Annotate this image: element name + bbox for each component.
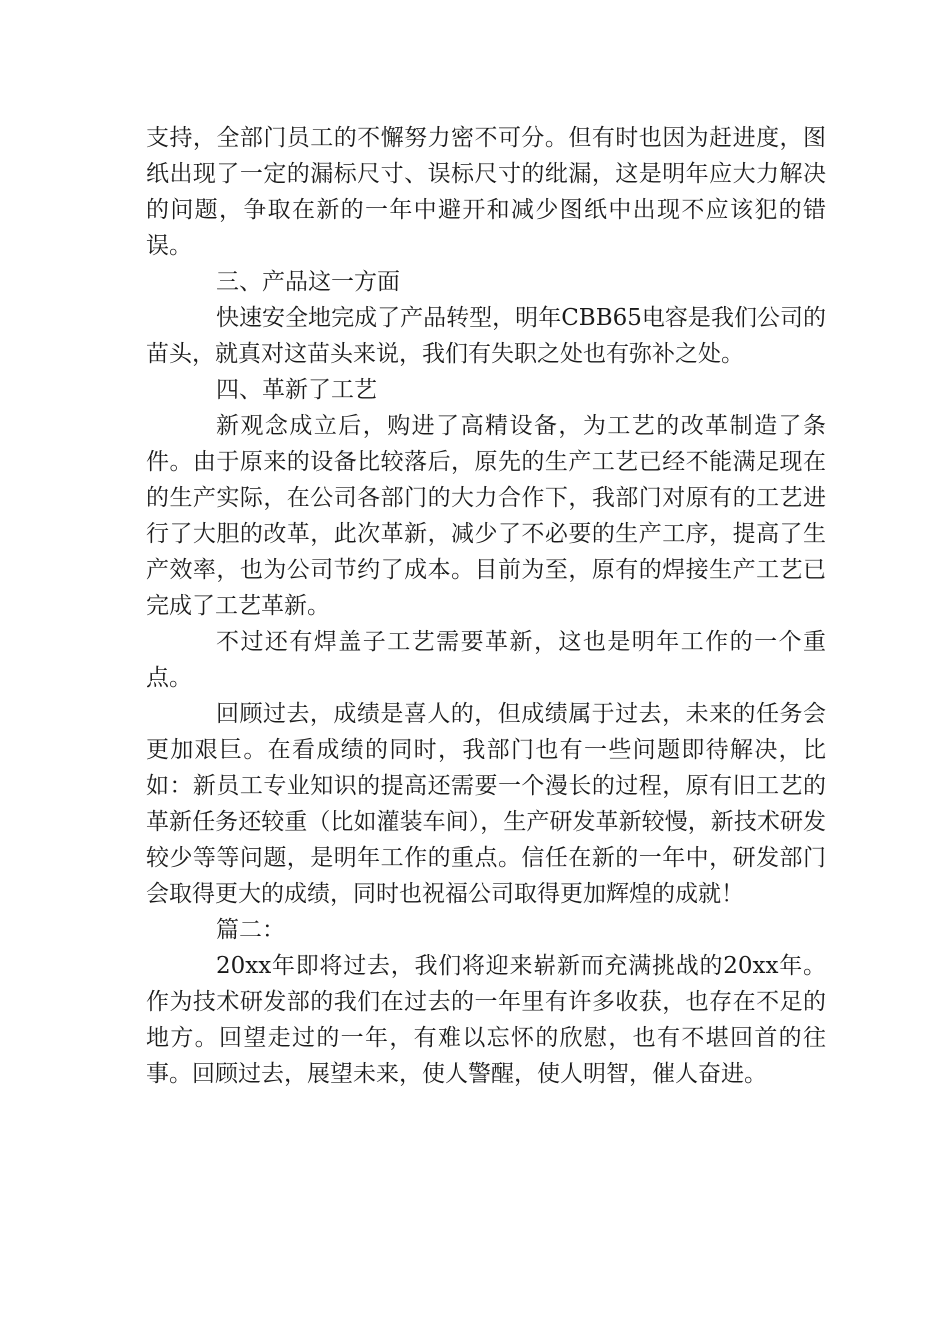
paragraph-5: 回顾过去，成绩是喜人的，但成绩属于过去，未来的任务会更加艰巨。在看成绩的同时，我部门也有一些问题即待解决，比如：新员工专业知识的提高还需要一个漫长的过程，原有旧工艺的革新任务还较重（比如灌装车间），生产研发革新较慢，新技术研发较少等等问题，是明年工作的重点。信任在新的一年中，研发部门会取得更大的成绩，同时也祝福公司取得更加辉煌的成就！	[146, 701, 826, 907]
section-heading-product: 三、产品这一方面	[216, 269, 400, 295]
document-body	[146, 120, 826, 1092]
paragraph-6: 20xx年即将过去，我们将迎来崭新而充满挑战的20xx年。作为技术研发部的我们在过去的一年里有许多收获，也存在不足的地方。回望走过的一年，有难以忘怀的欣慰，也有不堪回首的往事。回顾过去，展望未来，使人警醒，使人明智，催人奋进。	[146, 953, 826, 1087]
section-heading-part-two: 篇二：	[216, 917, 285, 943]
paragraph-3: 新观念成立后，购进了高精设备，为工艺的改革制造了条件。由于原来的设备比较落后，原先的生产工艺已经不能满足现在的生产实际，在公司各部门的大力合作下，我部门对原有的工艺进行了大胆的改革，此次革新，减少了不必要的生产工序，提高了生产效率，也为公司节约了成本。目前为至，原有的焊接生产工艺已完成了工艺革新。	[146, 413, 826, 619]
paragraph-1: 支持，全部门员工的不懈努力密不可分。但有时也因为赶进度，图纸出现了一定的漏标尺寸、误标尺寸的纰漏，这是明年应大力解决的问题，争取在新的一年中避开和减少图纸中出现不应该犯的错误。	[146, 125, 826, 259]
paragraph-4: 不过还有焊盖子工艺需要革新，这也是明年工作的一个重点。	[146, 629, 826, 691]
section-heading-process: 四、革新了工艺	[216, 377, 377, 403]
paragraph-2: 快速安全地完成了产品转型，明年CBB65电容是我们公司的苗头，就真对这苗头来说，我们有失职之处也有弥补之处。	[146, 305, 826, 367]
